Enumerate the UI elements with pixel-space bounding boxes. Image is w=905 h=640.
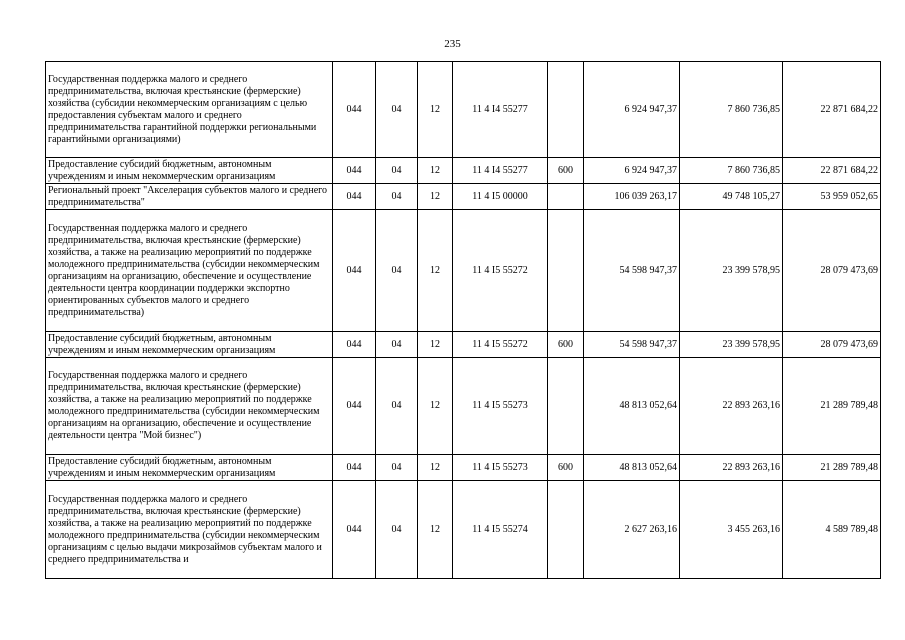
table-body xyxy=(46,62,881,579)
amount-year-3: 4 589 789,48 xyxy=(783,481,881,579)
subsection-code: 12 xyxy=(418,358,453,455)
row-description: Предоставление субсидий бюджетным, автономным учреждениям и иным некоммерческим организациям xyxy=(46,158,333,184)
table-row xyxy=(46,455,881,481)
expense-type-code: 600 xyxy=(548,158,584,184)
amount-year-2: 7 860 736,85 xyxy=(680,62,783,158)
amount-year-3: 22 871 684,22 xyxy=(783,158,881,184)
ministry-code: 044 xyxy=(333,210,376,332)
amount-year-1: 54 598 947,37 xyxy=(584,332,680,358)
amount-year-3: 28 079 473,69 xyxy=(783,210,881,332)
table-row xyxy=(46,184,881,210)
ministry-code: 044 xyxy=(333,358,376,455)
amount-year-1: 2 627 263,16 xyxy=(584,481,680,579)
subsection-code: 12 xyxy=(418,158,453,184)
section-code: 04 xyxy=(376,210,418,332)
target-article-code: 11 4 I5 55272 xyxy=(453,332,548,358)
table-row xyxy=(46,481,881,579)
ministry-code: 044 xyxy=(333,184,376,210)
table-row xyxy=(46,332,881,358)
target-article-code: 11 4 I4 55277 xyxy=(453,158,548,184)
row-description: Государственная поддержка малого и среднего предпринимательства, включая крестьянские (фермерские) хозяйства, а также на реализацию мероприятий по поддержке молодежного предпринимательства (субсидии некоммерческим организациям на организацию, обеспечение и осуществление деятельности центра "Мой бизнес") xyxy=(46,358,333,455)
section-code: 04 xyxy=(376,455,418,481)
amount-year-3: 21 289 789,48 xyxy=(783,358,881,455)
section-code: 04 xyxy=(376,332,418,358)
subsection-code: 12 xyxy=(418,481,453,579)
section-code: 04 xyxy=(376,184,418,210)
amount-year-2: 3 455 263,16 xyxy=(680,481,783,579)
amount-year-1: 6 924 947,37 xyxy=(584,158,680,184)
amount-year-1: 54 598 947,37 xyxy=(584,210,680,332)
row-description: Региональный проект "Акселерация субъектов малого и среднего предпринимательства" xyxy=(46,184,333,210)
row-description: Государственная поддержка малого и среднего предпринимательства, включая крестьянские (фермерские) хозяйства, а также на реализацию мероприятий по поддержке молодежного предпринимательства (субсидии некоммерческим организациям с целью выдачи микрозаймов субъектам малого и среднего предпринимательства и xyxy=(46,481,333,579)
expense-type-code xyxy=(548,481,584,579)
ministry-code: 044 xyxy=(333,455,376,481)
row-description: Государственная поддержка малого и среднего предпринимательства, включая крестьянские (фермерские) хозяйства (субсидии некоммерческим организациям с целью предоставления субъектам малого и среднего предпринимательства гарантийной поддержки региональными гарантийными организациями) xyxy=(46,62,333,158)
amount-year-3: 53 959 052,65 xyxy=(783,184,881,210)
amount-year-1: 48 813 052,64 xyxy=(584,358,680,455)
amount-year-3: 22 871 684,22 xyxy=(783,62,881,158)
amount-year-2: 49 748 105,27 xyxy=(680,184,783,210)
section-code: 04 xyxy=(376,158,418,184)
row-description: Предоставление субсидий бюджетным, автономным учреждениям и иным некоммерческим организациям xyxy=(46,455,333,481)
subsection-code: 12 xyxy=(418,210,453,332)
ministry-code: 044 xyxy=(333,62,376,158)
amount-year-1: 106 039 263,17 xyxy=(584,184,680,210)
subsection-code: 12 xyxy=(418,332,453,358)
subsection-code: 12 xyxy=(418,184,453,210)
target-article-code: 11 4 I5 55274 xyxy=(453,481,548,579)
row-description: Государственная поддержка малого и среднего предпринимательства, включая крестьянские (фермерские) хозяйства, а также на реализацию мероприятий по поддержке молодежного предпринимательства (субсидии некоммерческим организациям на организацию, обеспечение и осуществление деятельности центра координации поддержки экспортно ориентированных субъектов малого и среднего предпринимательства) xyxy=(46,210,333,332)
subsection-code: 12 xyxy=(418,62,453,158)
ministry-code: 044 xyxy=(333,481,376,579)
expense-type-code: 600 xyxy=(548,455,584,481)
target-article-code: 11 4 I5 55273 xyxy=(453,455,548,481)
table-row xyxy=(46,210,881,332)
budget-table xyxy=(45,61,881,579)
amount-year-3: 21 289 789,48 xyxy=(783,455,881,481)
amount-year-2: 22 893 263,16 xyxy=(680,455,783,481)
target-article-code: 11 4 I4 55277 xyxy=(453,62,548,158)
ministry-code: 044 xyxy=(333,158,376,184)
section-code: 04 xyxy=(376,358,418,455)
expense-type-code: 600 xyxy=(548,332,584,358)
section-code: 04 xyxy=(376,62,418,158)
amount-year-1: 48 813 052,64 xyxy=(584,455,680,481)
table-row xyxy=(46,358,881,455)
target-article-code: 11 4 I5 55273 xyxy=(453,358,548,455)
ministry-code: 044 xyxy=(333,332,376,358)
subsection-code: 12 xyxy=(418,455,453,481)
expense-type-code xyxy=(548,210,584,332)
target-article-code: 11 4 I5 00000 xyxy=(453,184,548,210)
target-article-code: 11 4 I5 55272 xyxy=(453,210,548,332)
table-row xyxy=(46,62,881,158)
amount-year-2: 23 399 578,95 xyxy=(680,332,783,358)
amount-year-2: 23 399 578,95 xyxy=(680,210,783,332)
expense-type-code xyxy=(548,358,584,455)
section-code: 04 xyxy=(376,481,418,579)
page-number: 235 xyxy=(444,38,461,50)
amount-year-2: 7 860 736,85 xyxy=(680,158,783,184)
table-row xyxy=(46,158,881,184)
amount-year-1: 6 924 947,37 xyxy=(584,62,680,158)
amount-year-3: 28 079 473,69 xyxy=(783,332,881,358)
amount-year-2: 22 893 263,16 xyxy=(680,358,783,455)
expense-type-code xyxy=(548,184,584,210)
expense-type-code xyxy=(548,62,584,158)
row-description: Предоставление субсидий бюджетным, автономным учреждениям и иным некоммерческим организациям xyxy=(46,332,333,358)
